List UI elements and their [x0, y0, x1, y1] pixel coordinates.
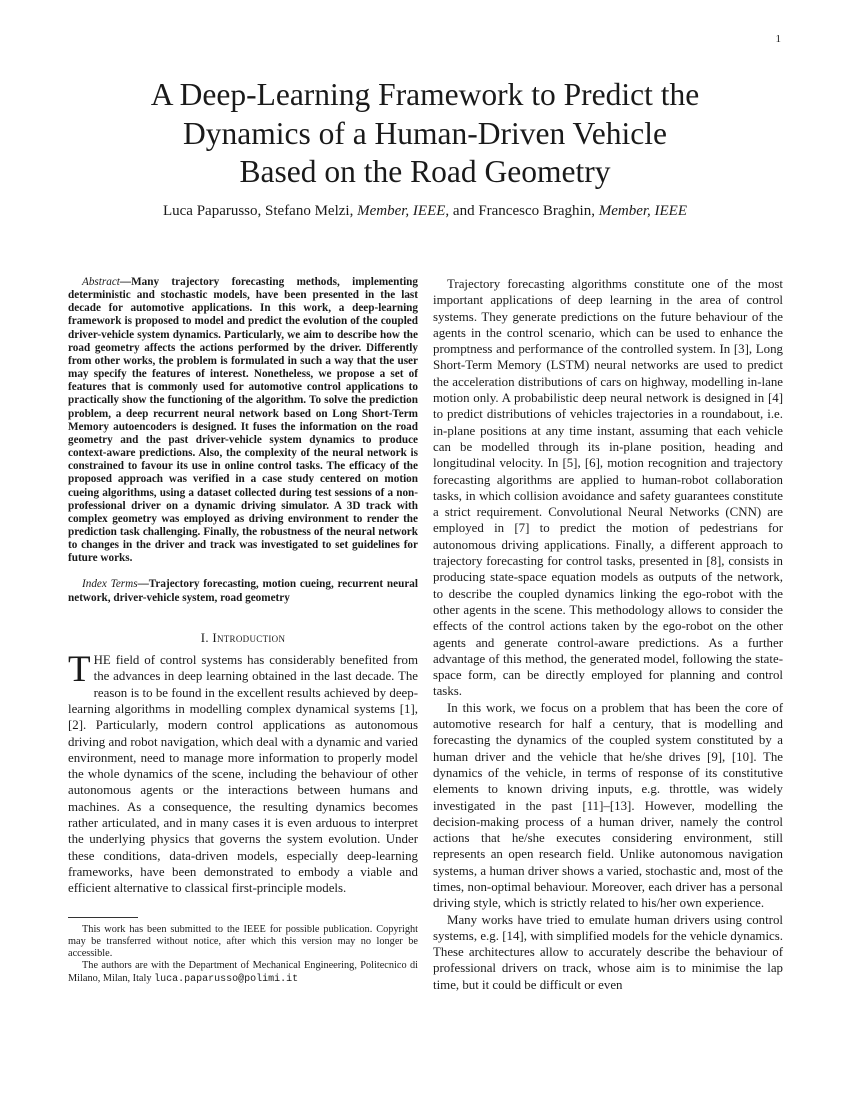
abstract-label: Abstract	[82, 276, 120, 288]
member-title: Member, IEEE	[598, 203, 688, 219]
authors-part: , and Francesco Braghin,	[445, 203, 599, 219]
abstract	[68, 276, 418, 565]
footnote-submission: This work has been submitted to the IEEE for possible publication. Copyright may be transferred without notice, after which this version may no longer be accessible.	[68, 923, 418, 960]
index-terms	[68, 578, 418, 604]
footnote-affiliation	[68, 960, 418, 986]
intro-paragraph	[68, 649, 418, 896]
member-title: Member, IEEE	[357, 203, 446, 219]
footnote-divider	[68, 917, 138, 918]
page-number: 1	[775, 33, 781, 45]
authors-part: Luca Paparusso, Stefano Melzi,	[162, 203, 358, 219]
author-list	[60, 203, 790, 220]
body-paragraph: In this work, we focus on a problem that has been the core of automotive research for half a century, that is modelling and forecasting the dynamics of the coupled system constituted by a human driver and the vehicle that he/she drives [9], [10]. The dynamics of the vehicle, in terms of response of its constitutive elements to known driving inputs, e.g. throttle, was widely investigated in the past [11]–[13]. However, modelling the decision-making process of a human driver, namely the control actions that he/she executes considering environment, still represents an open research field. Unlike autonomous navigation systems, a human driver shows a varied, stochastic and, most of the times, non-optimal behaviour. Moreover, each driver has a personal driving style, which is strictly related to his/her own experience.	[433, 700, 783, 911]
body-paragraph: Many works have tried to emulate human drivers using control systems, e.g. [14], with simplified models for the vehicle dynamics. These architectures allow to accurately describe the behaviour of professional drivers on track, whose aim is to minimise the lap time, but it could be difficult or even	[433, 912, 783, 992]
author-email: luca.paparusso@polimi.it	[154, 973, 299, 985]
paper-title	[90, 76, 760, 192]
body-paragraph: Trajectory forecasting algorithms constitute one of the most important applications of deep learning in the area of control systems. They generate predictions on the future behaviour of the agents in the control scenario, which can be used to enhance the promptness and performance of the controlled system. In [3], Long Short-Term Memory (LSTM) neural networks are used to predict the acceleration distributions of cars on highway, modelling in-lane motion only. A probabilistic deep neural network is designed in [4] to predict distributions of vehicles trajectories in a roundabout, i.e. in-plane positions at any time instant, assuming that each vehicle can be modelled through its in-plane position, heading and longitudinal velocity. In [5], [6], motion recognition and trajectory forecasting algorithms are applied to human-robot collaboration tasks, in which collision avoidance and safety guarantees constitute a strict requirement. Convolutional Neural Networks (CNN) are employed in [7] to predict the motion of pedestrians for autonomous driving applications. Finally, a different approach to trajectory forecasting for control tasks, presented in [8], consists in producing state-space equation models as outputs of the network, to describe the coupled dynamics linking the ego-robot with the other agents in the scene. This methodology allows to consider the effects of the control actions taken by the ego-robot on the other agents and generate control-aware predictions. As a further advantage of this method, the generated model, following the state-space form, can be directly employed for planning and control tasks.	[433, 277, 783, 699]
affiliation-text: The authors are with the Department of Mechanical Engineering, Politecnico di Milano, Milan, Italy	[68, 960, 418, 984]
intro-text: HE field of control systems has considerably benefited from the advances in deep learning obtained in the last decade. The reason is to be found in the excellent results achieved by deep-learning algorithms in modelling complex dynamical systems [1], [2]. Particularly, modern control applications as autonomous driving and robot navigation, which deal with a dynamic and varied environment, need to manage more information to properly model the whole dynamics of the scene, including the behaviour of other autonomous agents or the interactions between humans and machines. As a consequence, the resulting dynamics becomes rather articulated, and in many cases it is even arduous to interpret the underlying physics that governs the system evolution. Under these conditions, data-driven models, especially deep-learning frameworks, have been demonstrated to embody a viable and efficient alternative to classical first-principle models.	[68, 653, 418, 896]
index-terms-text: —Trajectory forecasting, motion cueing, recurrent neural network, driver-vehicle system, road geometry	[68, 578, 418, 604]
title-line: A Deep-Learning Framework to Predict the	[150, 77, 700, 112]
index-terms-label: Index Terms	[82, 578, 138, 591]
left-column	[68, 276, 418, 986]
abstract-text: —Many trajectory forecasting methods, implementing deterministic and stochastic models, have been presented in the last decade for automotive applications. In this work, a deep-learning framework is proposed to model and predict the evolution of the coupled driver-vehicle system dynamics. Particularly, we aim to describe how the road geometry affects the actions performed by the driver. Differently from other works, the problem is formulated in such a way that the user may specify the features of interest. Nonetheless, we propose a set of features that is commonly used for automotive control applications to practically show the functioning of the algorithm. To solve the prediction problem, a deep recurrent neural network based on Long Short-Term Memory autoencoders is designed. It fuses the information on the road geometry and the past driver-vehicle system dynamics to produce context-aware predictions. Also, the complexity of the neural network is constrained to favour its use in online control tasks. The efficacy of the proposed approach was verified in a case study centered on motion cueing algorithms, using a dataset collected during test sessions of a non-professional driver on a dynamic driving simulator. A 3D track with complex geometry was employed as driving environment to render the prediction task challenging. Finally, the robustness of the neural network to changes in the driver and track was investigated to set guidelines for future works.	[68, 276, 418, 565]
title-line: Based on the Road Geometry	[239, 154, 611, 189]
right-column	[433, 276, 783, 993]
title-line: Dynamics of a Human-Driven Vehicle	[182, 115, 668, 151]
drop-cap: T	[68, 649, 91, 691]
section-heading: I. Introduction	[200, 630, 286, 645]
